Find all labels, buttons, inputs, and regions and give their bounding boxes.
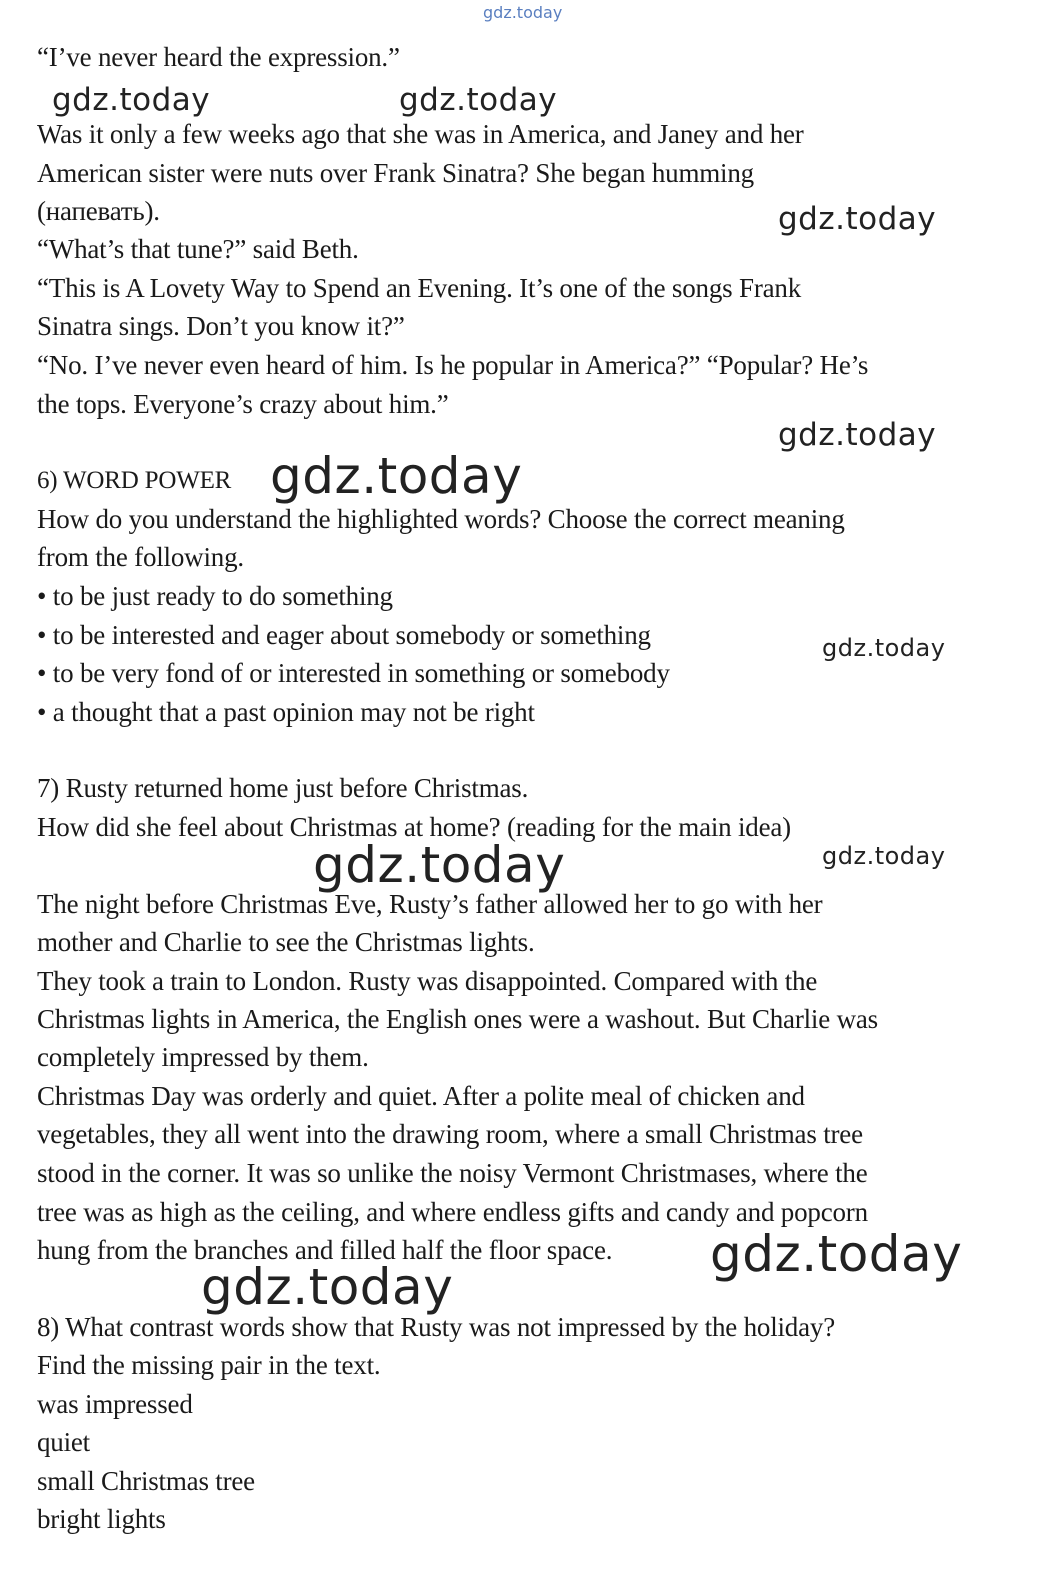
list-item: quiet [37, 1427, 90, 1457]
text-line: vegetables, they all went into the drawing room, where a small Christmas tree [37, 1119, 863, 1149]
watermark: gdz.today [822, 842, 946, 870]
watermark: gdz.today [822, 634, 946, 662]
section-heading-word-power: 6) WORD POWER [37, 467, 232, 494]
list-item: • to be very fond of or interested in something or somebody [37, 658, 670, 688]
watermark: gdz.today [778, 417, 937, 453]
text-line: (напевать). [37, 196, 160, 226]
text-line: Christmas Day was orderly and quiet. After a polite meal of chicken and [37, 1081, 805, 1111]
list-item: small Christmas tree [37, 1466, 255, 1496]
text-line: “I’ve never heard the expression.” [37, 42, 400, 72]
text-line: “This is A Lovety Way to Spend an Evening. It’s one of the songs Frank [37, 273, 801, 303]
text-line: “What’s that tune?” said Beth. [37, 234, 359, 264]
watermark: gdz.today [201, 1258, 454, 1316]
list-item: • to be interested and eager about somebody or something [37, 620, 651, 650]
text-line: How do you understand the highlighted words? Choose the correct meaning [37, 504, 845, 534]
watermark: gdz.today [778, 201, 937, 237]
text-line: stood in the corner. It was so unlike the noisy Vermont Christmases, where the [37, 1158, 868, 1188]
text-line: How did she feel about Christmas at home? (reading for the main idea) [37, 812, 791, 842]
list-item: • to be just ready to do something [37, 581, 393, 611]
text-line: “No. I’ve never even heard of him. Is he popular in America?” “Popular? He’s [37, 350, 869, 380]
text-line: mother and Charlie to see the Christmas lights. [37, 927, 535, 957]
watermark: gdz.today [313, 836, 566, 894]
watermark: gdz.today [399, 82, 558, 118]
text-line: They took a train to London. Rusty was disappointed. Compared with the [37, 966, 818, 996]
watermark-top: gdz.today [483, 3, 563, 22]
text-line: from the following. [37, 542, 244, 572]
list-item: • a thought that a past opinion may not be right [37, 697, 535, 727]
text-line: The night before Christmas Eve, Rusty’s father allowed her to go with her [37, 889, 823, 919]
text-line: Was it only a few weeks ago that she was in America, and Janey and her [37, 119, 804, 149]
watermark: gdz.today [710, 1225, 963, 1283]
text-line: Christmas lights in America, the English ones were a washout. But Charlie was [37, 1004, 878, 1034]
watermark: gdz.today [52, 82, 211, 118]
list-item: bright lights [37, 1504, 166, 1534]
text-line: hung from the branches and filled half the floor space. [37, 1235, 613, 1265]
section-heading-8: 8) What contrast words show that Rusty was not impressed by the holiday? [37, 1312, 835, 1342]
text-line: the tops. Everyone’s crazy about him.” [37, 389, 449, 419]
list-item: was impressed [37, 1389, 193, 1419]
section-heading-7: 7) Rusty returned home just before Christmas. [37, 773, 529, 803]
text-line: completely impressed by them. [37, 1042, 369, 1072]
text-line: tree was as high as the ceiling, and where endless gifts and candy and popcorn [37, 1197, 868, 1227]
watermark: gdz.today [270, 447, 523, 505]
text-line: Sinatra sings. Don’t you know it?” [37, 311, 405, 341]
text-line: American sister were nuts over Frank Sinatra? She began humming [37, 158, 754, 188]
text-line: Find the missing pair in the text. [37, 1350, 381, 1380]
